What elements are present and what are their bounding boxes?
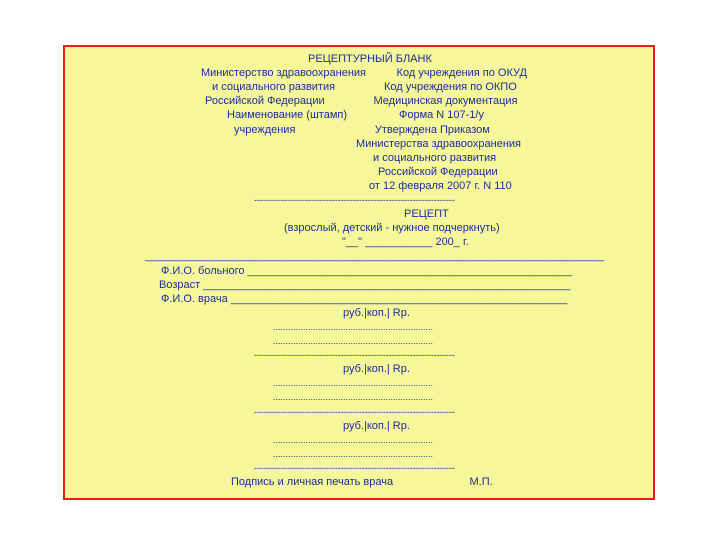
recipe-date-line: "__" ___________ 200_ г. [342,236,469,248]
federation-approval-line: Российской Федерации [378,166,498,178]
separator-line: ------------------------------------------------------------------- [254,195,455,205]
rp-label: руб.|коп.| Rp. [343,420,410,432]
separator-line: ------------------------------------------------------------------- [254,350,455,360]
rp-label: руб.|коп.| Rp. [343,363,410,375]
institution-approval-line: учреждения Утверждена Приказом [234,124,490,136]
separator-line: ------------------------------------------------------------------- [254,463,455,473]
social-okpo-line: и социального развития Код учреждения по ОКПО [212,81,517,93]
prescription-form [63,45,655,500]
rp-dots: ................................................................ [273,435,434,445]
signature-line: Подпись и личная печать врача М.П. [231,476,493,488]
underline-rule: ___________________________________________________________________________ [145,250,604,262]
rp-dots: ................................................................ [273,449,434,459]
doctor-name-field: Ф.И.О. врача _______________________________________________________ [161,293,568,305]
rp-dots: ................................................................ [273,322,434,332]
rp-label: руб.|коп.| Rp. [343,307,410,319]
ministry-okud-line: Министерство здравоохранения Код учреждения по ОКУД [201,67,527,79]
ministry-approval-line: Министерства здравоохранения [356,138,521,150]
rp-dots: ................................................................ [273,336,434,346]
order-date-line: от 12 февраля 2007 г. N 110 [369,180,512,192]
rp-dots: ................................................................ [273,378,434,388]
recipe-type-line: (взрослый, детский - нужное подчеркнуть) [284,222,500,234]
form-title: РЕЦЕПТУРНЫЙ БЛАНК [308,53,432,65]
rp-dots: ................................................................ [273,392,434,402]
separator-line: ------------------------------------------------------------------- [254,407,455,417]
patient-age-field: Возраст ____________________________________________________________ [159,279,571,291]
recipe-title: РЕЦЕПТ [404,208,449,220]
federation-docs-line: Российской Федерации Медицинская документация [205,95,518,107]
social-approval-line: и социального развития [373,152,497,164]
stamp-form-line: Наименование (штамп) Форма N 107-1/у [227,109,484,121]
patient-name-field: Ф.И.О. больного _____________________________________________________ [161,265,572,277]
